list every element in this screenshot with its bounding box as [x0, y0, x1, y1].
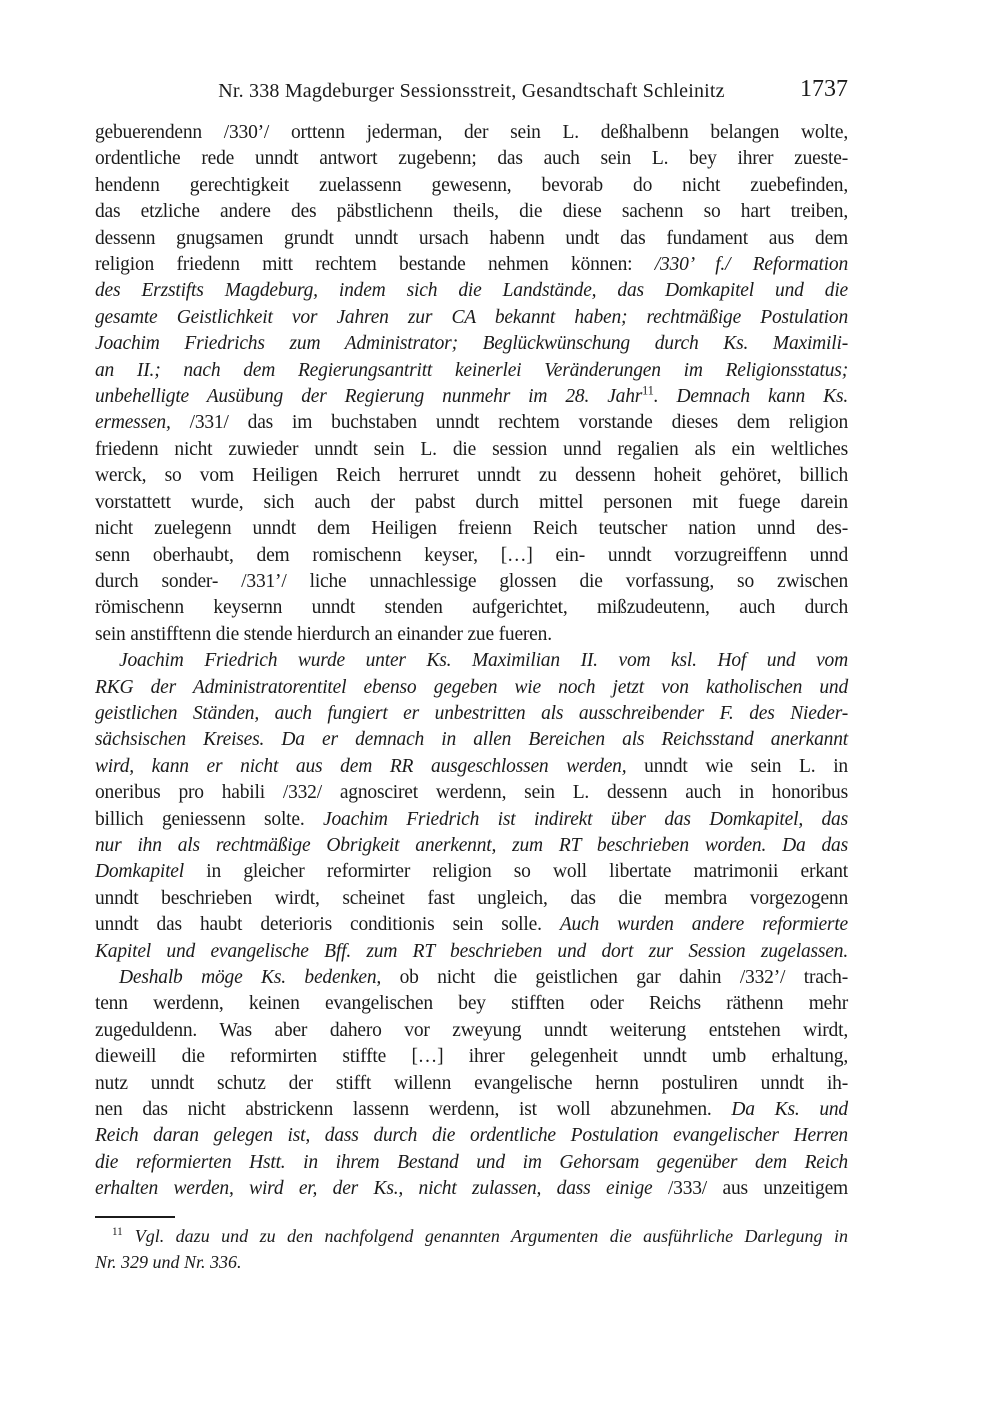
- text-segment: Deshalb möge Ks. bedenken,: [119, 967, 400, 988]
- footnote-reference: 11: [642, 383, 654, 398]
- text-line: [95, 1071, 848, 1097]
- text-line: [95, 463, 848, 489]
- text-segment: Joachim Friedrich wurde unter Ks. Maximilian II. vom ksl. Hof und vom: [119, 650, 848, 672]
- text-segment: unbehelligte Ausübung der Regierung nunmehr im 28. Jahr: [95, 386, 643, 408]
- text-line: [95, 859, 848, 885]
- text-segment: Nr. 329 und Nr. 336.: [95, 1251, 242, 1272]
- text-segment: unndt das haubt deterioris conditionis sein solle.: [95, 914, 560, 936]
- footnote-reference: 11: [112, 1226, 123, 1238]
- text-segment: wird, kann er nicht aus dem RR ausgeschlossen werden,: [95, 755, 645, 777]
- text-segment: /330’ f./ Reformation: [654, 254, 848, 276]
- text-segment: oneribus pro habili /332/ agnosciret werdenn, sein L. dessenn auch in honoribus: [95, 782, 848, 804]
- text-line: [95, 1176, 848, 1202]
- text-segment: die reformierten Hstt. in ihrem Bestand und im Gehorsam gegenüber dem Reich: [95, 1151, 848, 1173]
- text-segment: billich geniessenn solte.: [95, 808, 324, 830]
- text-line: [95, 595, 848, 621]
- text-line: [95, 226, 848, 252]
- text-segment: an II.; nach dem Regierungsantritt keinerlei Veränderungen im Religionsstatus;: [95, 359, 848, 381]
- text-line: [95, 305, 848, 331]
- text-segment: gebuerendenn /330’/ orttenn jederman, der sein L. deßhalbenn belangen wolte,: [95, 122, 848, 143]
- text-line: [95, 675, 848, 701]
- text-line: [95, 437, 848, 463]
- text-line: [95, 516, 848, 542]
- text-line: [95, 410, 848, 436]
- text-line: [95, 569, 848, 595]
- text-segment: sächsischen Kreises. Da er demnach in allen Bereichen als Reichsstand anerkannt: [95, 729, 848, 751]
- text-segment: Joachim Friedrich ist indirekt über das Domkapitel, das: [323, 808, 848, 830]
- text-line: [95, 1250, 848, 1276]
- text-segment: Kapitel und evangelische Bff. zum RT beschrieben und dort zur Session zugelassen.: [95, 940, 848, 962]
- text-segment: ermessen,: [95, 412, 190, 434]
- text-segment: unndt wie sein L. in: [644, 755, 848, 777]
- text-segment: unndt beschrieben wirdt, scheinet fast ungleich, das die membra vorgezogenn: [95, 887, 848, 909]
- text-segment: . Demnach kann Ks.: [653, 386, 849, 408]
- text-segment: /331/ das im buchstaben unndt rechtem vorstande dieses dem religion: [189, 412, 848, 434]
- text-line: [95, 384, 848, 410]
- text-segment: Vgl. dazu und zu den nachfolgend genannten Argumenten die ausführliche Darlegung in: [134, 1226, 848, 1246]
- text-segment: werck, so vom Heiligen Reich herruret unndt zu dessenn hoheit gehöret, billich: [95, 465, 848, 487]
- text-line: [95, 1044, 848, 1070]
- text-segment: ob nicht die geistlichen gar dahin /332’/ trach-: [399, 967, 848, 988]
- text-segment: nur ihn als rechtmäßige Obrigkeit anerkennt, zum RT beschrieben worden. Da das: [95, 834, 848, 856]
- text-line: [95, 622, 848, 648]
- text-line: [95, 1224, 848, 1250]
- text-line: [95, 331, 848, 357]
- text-segment: nicht zuelegenn unndt dem Heiligen freienn Reich teutscher nation unnd des-: [95, 518, 848, 540]
- text-segment: dessenn gnugsamen grundt unndt ursach habenn undt das fundament aus dem: [95, 227, 848, 249]
- text-line: [95, 780, 848, 806]
- page-header: [95, 76, 848, 106]
- text-segment: nutz unndt schutz der stifft willenn evangelische hernn postuliren unndt ih-: [95, 1072, 848, 1094]
- text-line: [95, 358, 848, 384]
- text-segment: in gleicher reformirter religion so woll libertate matrimonii erkant: [206, 861, 849, 883]
- text-line: [95, 701, 848, 727]
- text-line: [95, 912, 848, 938]
- footnote: [95, 1216, 848, 1275]
- text-segment: nen das nicht abstrickenn lassenn werdenn, ist woll abzunehmen.: [95, 1099, 732, 1121]
- text-segment: RKG der Administratorentitel ebenso gegeben wie noch jetzt von katholischen und: [95, 676, 848, 698]
- text-segment: Joachim Friedrichs zum Administrator; Beglückwünschung durch Ks. Maximili-: [95, 333, 848, 355]
- text-segment: ordentliche rede unndt antwort zugebenn; das auch sein L. bey ihrer zueste-: [95, 148, 848, 170]
- text-line: [95, 807, 848, 833]
- text-segment: vorstattett wurde, sich auch der pabst durch mittel personen mit fuege darein: [95, 491, 848, 513]
- text-line: [95, 1097, 848, 1123]
- text-segment: senn oberhaubt, dem romischenn keyser, […] ein- unndt vorzugreiffenn unnd: [95, 544, 848, 566]
- text-segment: geistlichen Ständen, auch fungiert er unbestritten als ausschreibender F. des Nieder-: [95, 702, 848, 724]
- text-line: [95, 886, 848, 912]
- text-segment: religion friedenn mitt rechtem bestande nehmen können:: [95, 254, 655, 276]
- text-segment: tenn werdenn, keinen evangelischen bey stifften oder Reichs räthenn mehr: [95, 993, 848, 1015]
- text-segment: römischenn keysernn unndt stenden aufgerichtet, mißzudeutenn, auch durch: [95, 597, 848, 619]
- footnote-text: [95, 1224, 848, 1275]
- text-line: [95, 173, 848, 199]
- text-line: [95, 120, 848, 146]
- text-segment: zugeduldenn. Was aber dahero vor zweyung unndt weiterung entstehen wirdt,: [95, 1019, 848, 1041]
- text-line: [95, 939, 848, 965]
- text-line: [95, 278, 848, 304]
- text-line: [95, 252, 848, 278]
- text-line: [95, 754, 848, 780]
- body-text: [95, 120, 848, 1203]
- text-segment: durch sonder- /331’/ liche unnachlessige glossen die vorfassung, so zwischen: [95, 570, 848, 592]
- text-line: [95, 1150, 848, 1176]
- text-line: [95, 1018, 848, 1044]
- text-segment: /333/ aus unzeitigem: [667, 1178, 848, 1200]
- text-segment: erhalten werden, wird er, der Ks., nicht zulassen, dass einige: [95, 1178, 668, 1200]
- text-line: [95, 833, 848, 859]
- text-segment: hendenn gerechtigkeit zuelassenn gewesenn, bevorab do nicht zuebefinden,: [95, 174, 848, 196]
- running-title: Nr. 338 Magdeburger Sessionsstreit, Gesandtschaft Schleinitz: [218, 80, 725, 102]
- footnote-rule: [95, 1216, 175, 1218]
- text-segment: des Erzstifts Magdeburg, indem sich die Landstände, das Domkapitel und die: [95, 280, 848, 302]
- text-segment: das etzliche andere des päbstlichenn theils, die diese sachenn so hart treiben,: [95, 201, 848, 223]
- text-line: [95, 1123, 848, 1149]
- text-line: [95, 648, 848, 674]
- text-segment: friedenn nicht zuwieder unndt sein L. die session unnd regalien als ein weltliches: [95, 438, 848, 460]
- text-line: [95, 146, 848, 172]
- text-segment: gesamte Geistlichkeit vor Jahren zur CA bekannt haben; rechtmäßige Postulation: [95, 306, 848, 328]
- text-line: [95, 965, 848, 991]
- text-line: [95, 490, 848, 516]
- text-line: [95, 727, 848, 753]
- text-segment: Domkapitel: [95, 861, 207, 883]
- text-line: [95, 199, 848, 225]
- text-line: [95, 991, 848, 1017]
- text-segment: Da Ks. und: [731, 1099, 848, 1121]
- text-segment: Reich daran gelegen ist, dass durch die ordentliche Postulation evangelischer Herren: [95, 1125, 848, 1147]
- text-segment: sein anstifftenn die stende hierdurch an einander zue fueren.: [95, 623, 552, 645]
- text-segment: Auch wurden andere reformierte: [559, 914, 848, 936]
- text-line: [95, 543, 848, 569]
- page-number: 1737: [800, 76, 848, 102]
- text-segment: dieweill die reformirten stiffte […] ihrer gelegenheit unndt umb erhaltung,: [95, 1046, 848, 1068]
